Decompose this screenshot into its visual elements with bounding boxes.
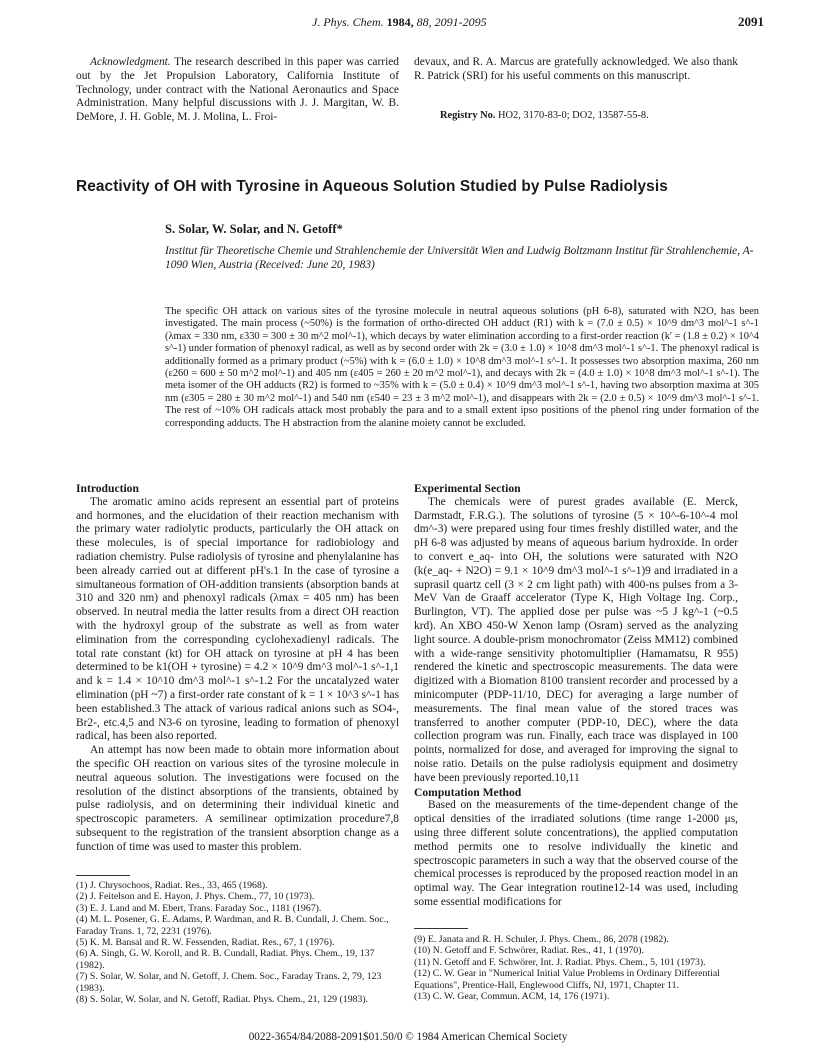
footnote-rule-left xyxy=(76,875,130,876)
introduction-heading: Introduction xyxy=(76,482,139,495)
right-column xyxy=(414,482,738,910)
introduction-paragraph-2: An attempt has now been made to obtain more information about the specific OH reaction on various sites of the tyrosine molecule in neutral aqueous solution. The investigations were focused on the resolution of the distinct absorptions of the transients, obtained by pulse radiolysis, and on determining their individual kinetic and spectroscopic parameters. A semilinear optimization procedure7,8 subsequent to the registration of the transient absorption change as a function of time was used to master this problem. xyxy=(76,744,399,853)
registry-numbers xyxy=(440,110,649,121)
journal-pages: 2091-2095 xyxy=(434,15,487,29)
article-authors: S. Solar, W. Solar, and N. Getoff* xyxy=(165,222,343,236)
reference-item: (2) J. Feitelson and E. Hayon, J. Phys. Chem., 77, 10 (1973). xyxy=(76,891,315,903)
reference-item: (7) S. Solar, W. Solar, and N. Getoff, J. Chem. Soc., Faraday Trans. 2, 79, 123 (1983). xyxy=(76,971,382,994)
reference-item: (4) M. L. Posener, G. E. Adams, P. Wardman, and R. B. Cundall, J. Chem. Soc., Faraday Trans. 1, 72, 2231 (1976). xyxy=(76,914,389,937)
reference-item: (5) K. M. Bansal and R. W. Fessenden, Radiat. Res., 67, 1 (1976). xyxy=(76,937,335,949)
reference-item: (8) S. Solar, W. Solar, and N. Getoff, Radiat. Phys. Chem., 21, 129 (1983). xyxy=(76,994,369,1006)
article-affiliation: Institut für Theoretische Chemie und Strahlenchemie der Universität Wien and Ludwig Boltzmann Institut für Strahlenchemie, A-1090 Wien, Austria (Received: June 20, 1983) xyxy=(165,245,754,271)
acknowledgment-label: Acknowledgment. xyxy=(90,56,171,68)
computation-text: Based on the measurements of the time-dependent change of the optical densities of the irradiated solutions (time range 1-2000 μs, using three different solute concentrations), the applied computation method permits one to resolve individually the kinetic and spectroscopic parameters in such a way that the observed course of the chemical processes is reproduced by the proposed reaction model in an optimal way. The Gear integration routine12-14 was used, including some essential modifications for xyxy=(414,799,738,908)
footnote-rule-right xyxy=(414,928,468,929)
acknowledgment-left xyxy=(76,56,399,125)
article-title: Reactivity of OH with Tyrosine in Aqueous Solution Studied by Pulse Radiolysis xyxy=(76,178,668,195)
page-number: 2091 xyxy=(738,14,764,29)
reference-item: (1) J. Chrysochoos, Radiat. Res., 33, 465 (1968). xyxy=(76,880,268,891)
reference-item: (13) C. W. Gear, Commun. ACM, 14, 176 (1971). xyxy=(414,991,610,1003)
acknowledgment-text-left: The research described in this paper was carried out by the Jet Propulsion Laboratory, California Institute of Technology, under contract with the National Aeronautics and Space Administration. Many helpful discussions with J. J. Margitan, W. B. DeMore, J. H. Goble, M. J. Molina, L. Froi- xyxy=(76,56,399,124)
experimental-heading: Experimental Section xyxy=(414,482,521,495)
reference-item: (12) C. W. Gear in "Numerical Initial Value Problems in Ordinary Differential Equations", Prentice-Hall, Englewood Cliffs, NJ, 1971, Chapter 11. xyxy=(414,968,720,991)
journal-volume: 88, xyxy=(416,15,432,29)
left-column xyxy=(76,482,399,855)
copyright-footer: 0022-3654/84/2088-2091$01.50/0 © 1984 American Chemical Society xyxy=(248,1031,568,1043)
references-left xyxy=(76,880,399,1005)
references-right xyxy=(414,934,738,1002)
reference-item: (11) N. Getoff and F. Schwörer, Int. J. Radiat. Phys. Chem., 5, 101 (1973). xyxy=(414,956,706,968)
experimental-text: The chemicals were of purest grades available (E. Merck, Darmstadt, F.R.G.). The solutions of tyrosine (5 × 10^-6-10^-4 mol dm^-3) were prepared using four times freshly distilled water, and the pH 6-8 was adjusted by means of aqueous barium hydroxide. In order to convert e_aq- into OH, the solutions were saturated with N2O (k(e_aq- + N2O) = 9.1 × 10^9 dm^3 mol^-1 s^-1)9 and irradiated in a suprasil quartz cell (3 × 2 cm light path) with 400-ns pulses from a 3-MeV Van de Graaff accelerator (Type K, High Voltage Ing. Corp., Burlington, VT). The applied dose per pulse was ~5 J kg^-1 (~0.5 krd). An XBO 450-W Xenon lamp (Osram) served as the analyzing light source. A double-prism monochromator (Zeiss MM12) combined with a wide-range sensitivity photomultiplier (Hamamatsu, R 955) rendered the kinetic and spectroscopic measurements. The data were digitized with a Biomation 8100 transient recorder and processed by a minicomputer (PDP-11/10, DEC) for averaging a large number of measurements. The final mean value of the stored traces was transferred to another computer (PDP-10, DEC), where the data collection program was run. Finally, each trace was displayed in 100 points, normalized for dose, and averaged for improving the signal to noise ratio. Details on the pulse radiolysis equipment and dosimetry have been previously reported.10,11 xyxy=(414,495,738,784)
registry-label: Registry No. xyxy=(440,110,496,121)
journal-year: 1984, xyxy=(386,15,414,29)
registry-text: HO2, 3170-83-0; DO2, 13587-55-8. xyxy=(498,110,649,121)
reference-item: (10) N. Getoff and F. Schwörer, Radiat. Res., 41, 1 (1970). xyxy=(414,945,644,957)
computation-heading: Computation Method xyxy=(414,785,522,799)
acknowledgment-right xyxy=(414,56,738,84)
reference-item: (3) E. J. Land and M. Ebert, Trans. Faraday Soc., 1181 (1967). xyxy=(76,902,322,914)
acknowledgment-text-right: devaux, and R. A. Marcus are gratefully acknowledged. We also thank R. Patrick (SRI) for his useful comments on this manuscript. xyxy=(414,56,738,82)
running-header xyxy=(312,15,572,30)
reference-item: (6) A. Singh, G. W. Koroll, and R. B. Cundall, Radiat. Phys. Chem., 19, 137 (1982). xyxy=(76,948,375,971)
introduction-paragraph-1: The aromatic amino acids represent an essential part of proteins and hormones, and the elucidation of their reaction mechanism with the primary water radiolytic products, particularly the OH attack on these molecules, is of special importance for radiobiology and radiation chemistry. Pulse radiolysis of tyrosine and phenylalanine has been already carried out at different pH's.1 In the case of tyrosine a simultaneous formation of OH-addition transients (absorption bands at 310 and 320 nm) and phenoxyl radicals (λmax = 405 nm) has been observed. In neutral media the latter results from a direct OH reaction with the hydroxyl group of the substrate as well as from water elimination from the corresponding cyclohexadienyl radicals. The total rate constant (kt) for OH attack on tyrosine at pH 4 has been determined to be k1(OH + tyrosine) = 4.2 × 10^9 dm^3 mol^-1 s^-1,1 and k = 1.4 × 10^10 dm^3 mol^-1 s^-1.2 For the uncatalyzed water elimination (pH ~7) a first-order rate constant of k = 1 × 10^3 s^-1 has been established.3 The attack of various radical anions such as SO4-, Br2-, etc.4,5 and N3-6 on tyrosine, leading to formation of phenoxyl radical, has been also reported. xyxy=(76,495,399,743)
article-abstract: The specific OH attack on various sites of the tyrosine molecule in neutral aqueous solutions (pH 6-8), saturated with N2O, has been investigated. The main process (~50%) is the formation of ortho-directed OH adduct (R1) with k = (7.0 ± 0.5) × 10^9 dm^3 mol^-1 s^-1 (λmax = 330 nm, ε330 = 300 ± 30 m^2 mol^-1), which decays by water elimination according to a first-order reaction (k' = (1.8 ± 0.2) × 10^4 s^-1) under formation of phenoxyl radical, as well as by second order with 2k = (3.0 ± 1.0) × 10^8 dm^3 mol^-1 s^-1. The phenoxyl radical is additionally formed as a primary product (~5%) with k = (6.0 ± 1.0) × 10^8 dm^3 mol^-1 s^-1. It possesses two absorption maxima, 260 nm (ε260 = 600 ± 50 m^2 mol^-1) and 405 nm (ε405 = 260 ± 20 m^2 mol^-1), and decays with 2k = (4.0 ± 1.0) × 10^8 dm^3 mol^-1 s^-1). The meta isomer of the OH adducts (R2) is formed to ~35% with k = (5.0 ± 0.4) × 10^9 dm^3 mol^-1 s^-1, having two absorption maxima at 305 nm (ε305 = 280 ± 30 m^2 mol^-1) and 540 nm (ε540 = 23 ± 3 m^2 mol^-1), and disappears with 2k = (2.0 ± 0.5) × 10^9 dm^3 mol^-1 s^-1. The rest of ~10% OH radicals attack most probably the para and to a small extent ipso positions of the phenol ring under formation of the corresponding adducts. The H abstraction from the alanine moiety cannot be excluded. xyxy=(165,306,759,429)
reference-item: (9) E. Janata and R. H. Schuler, J. Phys. Chem., 86, 2078 (1982). xyxy=(414,934,669,945)
journal-name: J. Phys. Chem. xyxy=(312,15,384,29)
